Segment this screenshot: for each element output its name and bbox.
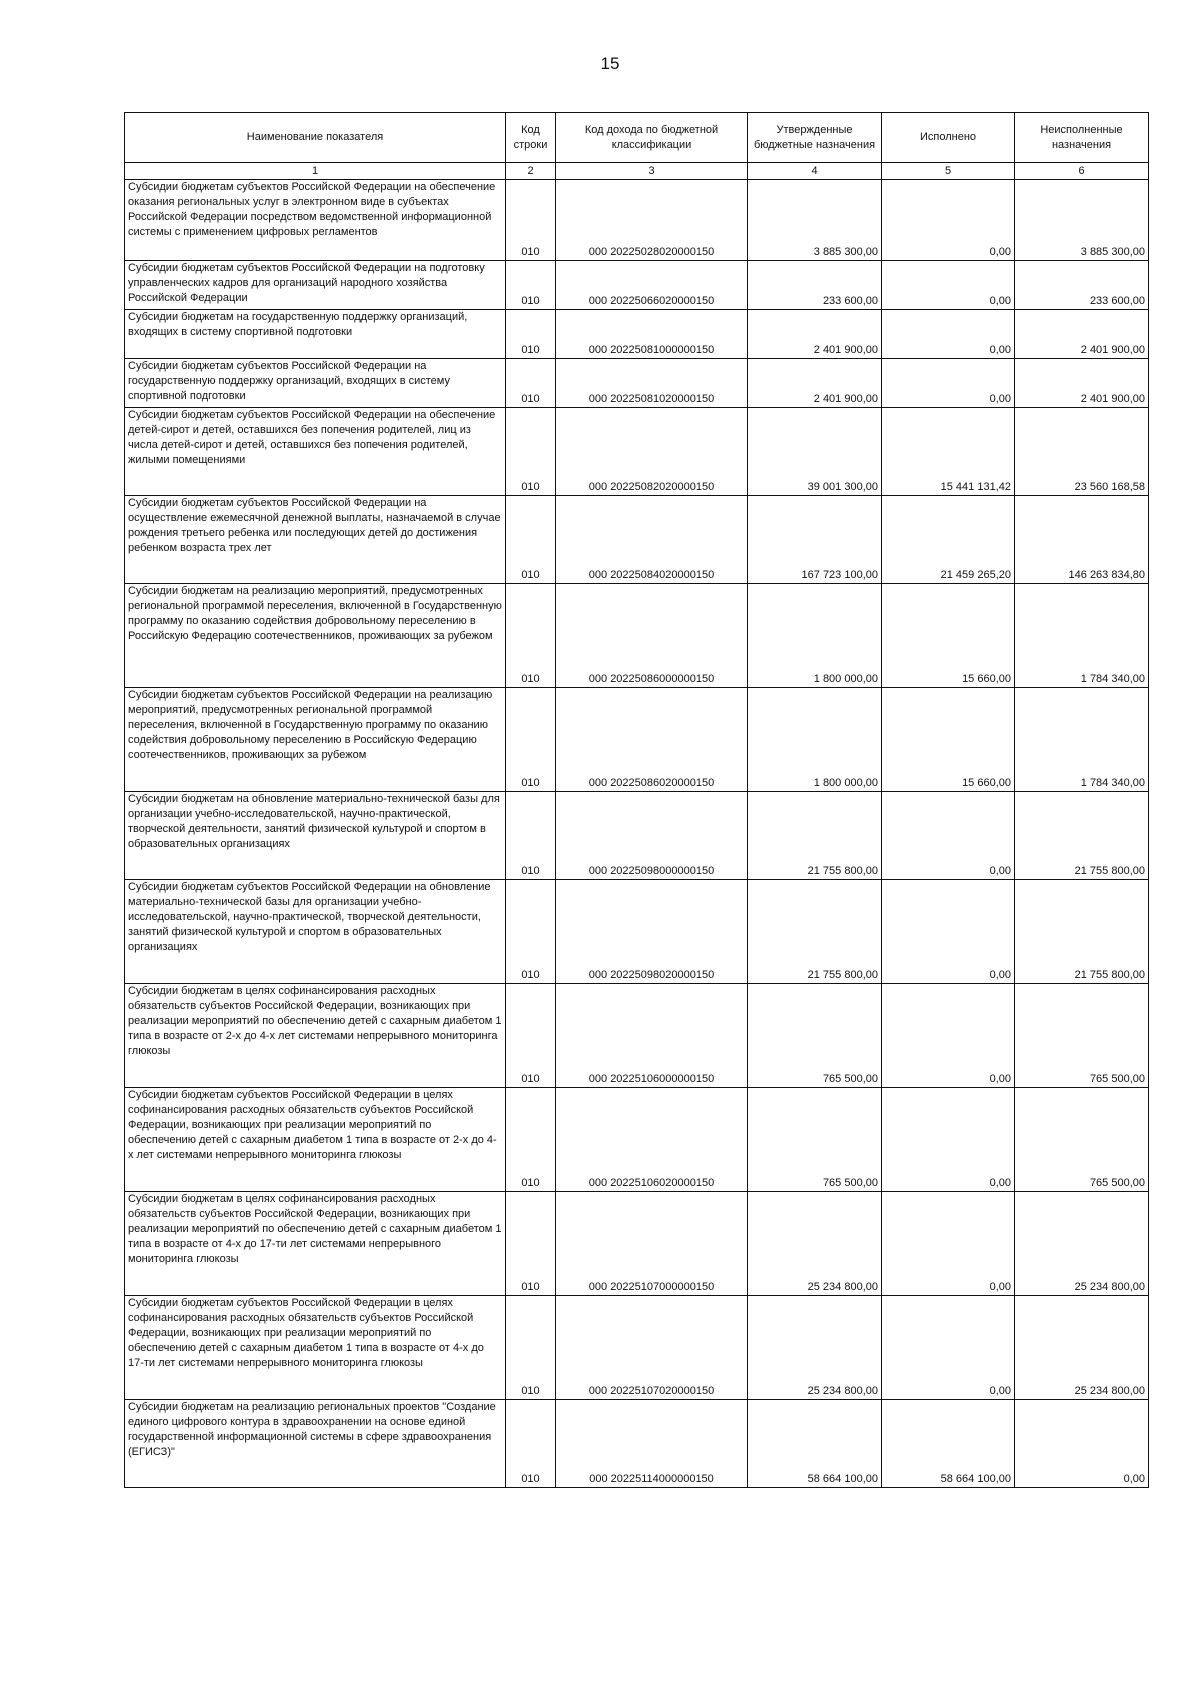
executed-amount: 0,00 — [882, 792, 1015, 880]
income-code: 000 20225086000000150 — [556, 584, 748, 688]
indicator-name: Субсидии бюджетам на государственную поддержку организаций, входящих в систему спортивной подготовки — [125, 310, 506, 359]
unexecuted-amount: 21 755 800,00 — [1015, 792, 1149, 880]
indicator-name: Субсидии бюджетам субъектов Российской Федерации на реализацию мероприятий, предусмотренных региональной программой переселения, включенной в Государственную программу по оказанию содействия добровольному переселению в Российскую Федерацию соотечественников, проживающих за рубежом — [125, 688, 506, 792]
table-row — [125, 261, 1149, 310]
column-number: 5 — [882, 163, 1015, 180]
income-code: 000 20225086020000150 — [556, 688, 748, 792]
indicator-name: Субсидии бюджетам на реализацию мероприятий, предусмотренных региональной программой переселения, включенной в Государственную программу по оказанию содействия добровольному переселению в Российскую Федерацию соотечественников, проживающих за рубежом — [125, 584, 506, 688]
unexecuted-amount: 25 234 800,00 — [1015, 1296, 1149, 1400]
income-code: 000 20225098000000150 — [556, 792, 748, 880]
executed-amount: 0,00 — [882, 984, 1015, 1088]
indicator-name: Субсидии бюджетам субъектов Российской Федерации на осуществление ежемесячной денежной выплаты, назначаемой в случае рождения третьего ребенка или последующих детей до достижения ребенком возраста трех лет — [125, 496, 506, 584]
unexecuted-amount: 1 784 340,00 — [1015, 688, 1149, 792]
header-line-code: Код строки — [506, 113, 556, 163]
table-row — [125, 310, 1149, 359]
executed-amount: 0,00 — [882, 359, 1015, 408]
header-indicator-name: Наименование показателя — [125, 113, 506, 163]
indicator-name: Субсидии бюджетам на обновление материально-технической базы для организации учебно-исследовательской, научно-практической, творческой деятельности, занятий физической культурой и спортом в образовательных организациях — [125, 792, 506, 880]
indicator-name: Субсидии бюджетам субъектов Российской Федерации на обеспечение детей-сирот и детей, оставшихся без попечения родителей, лиц из числа детей-сирот и детей, оставшихся без попечения родителей, жилыми помещениями — [125, 408, 506, 496]
column-number: 6 — [1015, 163, 1149, 180]
income-code: 000 20225081000000150 — [556, 310, 748, 359]
column-number: 4 — [748, 163, 882, 180]
executed-amount: 0,00 — [882, 310, 1015, 359]
table-row — [125, 880, 1149, 984]
unexecuted-amount: 146 263 834,80 — [1015, 496, 1149, 584]
approved-amount: 2 401 900,00 — [748, 359, 882, 408]
table-row — [125, 359, 1149, 408]
budget-execution-table — [124, 112, 1149, 1488]
line-code: 010 — [506, 584, 556, 688]
income-code: 000 20225084020000150 — [556, 496, 748, 584]
column-number: 3 — [556, 163, 748, 180]
executed-amount: 15 441 131,42 — [882, 408, 1015, 496]
income-code: 000 20225106020000150 — [556, 1088, 748, 1192]
unexecuted-amount: 2 401 900,00 — [1015, 359, 1149, 408]
unexecuted-amount: 765 500,00 — [1015, 1088, 1149, 1192]
table-row — [125, 792, 1149, 880]
line-code: 010 — [506, 496, 556, 584]
unexecuted-amount: 25 234 800,00 — [1015, 1192, 1149, 1296]
table-row — [125, 688, 1149, 792]
indicator-name: Субсидии бюджетам субъектов Российской Федерации в целях софинансирования расходных обязательств субъектов Российской Федерации, возникающих при реализации мероприятий по обеспечению детей с сахарным диабетом 1 типа в возрасте от 4-х до 17-ти лет системами непрерывного мониторинга глюкозы — [125, 1296, 506, 1400]
approved-amount: 2 401 900,00 — [748, 310, 882, 359]
table-row — [125, 1088, 1149, 1192]
table-row — [125, 1296, 1149, 1400]
approved-amount: 25 234 800,00 — [748, 1296, 882, 1400]
approved-amount: 39 001 300,00 — [748, 408, 882, 496]
executed-amount: 0,00 — [882, 261, 1015, 310]
unexecuted-amount: 23 560 168,58 — [1015, 408, 1149, 496]
executed-amount: 0,00 — [882, 1192, 1015, 1296]
indicator-name: Субсидии бюджетам субъектов Российской Федерации на государственную поддержку организаций, входящих в систему спортивной подготовки — [125, 359, 506, 408]
table-body — [125, 180, 1149, 1488]
income-code: 000 20225082020000150 — [556, 408, 748, 496]
approved-amount: 21 755 800,00 — [748, 880, 882, 984]
executed-amount: 0,00 — [882, 880, 1015, 984]
line-code: 010 — [506, 180, 556, 261]
table-header-row — [125, 113, 1149, 163]
approved-amount: 1 800 000,00 — [748, 688, 882, 792]
income-code: 000 20225107020000150 — [556, 1296, 748, 1400]
indicator-name: Субсидии бюджетам субъектов Российской Федерации на обеспечение оказания региональных услуг в электронном виде в субъектах Российской Федерации посредством ведомственной информационной системы с применением цифровых регламентов — [125, 180, 506, 261]
line-code: 010 — [506, 984, 556, 1088]
unexecuted-amount: 0,00 — [1015, 1400, 1149, 1488]
line-code: 010 — [506, 261, 556, 310]
unexecuted-amount: 765 500,00 — [1015, 984, 1149, 1088]
income-code: 000 20225107000000150 — [556, 1192, 748, 1296]
indicator-name: Субсидии бюджетам субъектов Российской Федерации в целях софинансирования расходных обязательств субъектов Российской Федерации, возникающих при реализации мероприятий по обеспечению детей с сахарным диабетом 1 типа в возрасте от 2-х до 4-х лет системами непрерывного мониторинга глюкозы — [125, 1088, 506, 1192]
table-row — [125, 408, 1149, 496]
unexecuted-amount: 21 755 800,00 — [1015, 880, 1149, 984]
line-code: 010 — [506, 1192, 556, 1296]
indicator-name: Субсидии бюджетам в целях софинансирования расходных обязательств субъектов Российской Федерации, возникающих при реализации мероприятий по обеспечению детей с сахарным диабетом 1 типа в возрасте от 2-х до 4-х лет системами непрерывного мониторинга глюкозы — [125, 984, 506, 1088]
approved-amount: 58 664 100,00 — [748, 1400, 882, 1488]
column-number: 2 — [506, 163, 556, 180]
executed-amount: 15 660,00 — [882, 688, 1015, 792]
table-row — [125, 1192, 1149, 1296]
header-approved: Утвержденные бюджетные назначения — [748, 113, 882, 163]
line-code: 010 — [506, 688, 556, 792]
indicator-name: Субсидии бюджетам субъектов Российской Федерации на обновление материально-технической базы для организации учебно-исследовательской, научно-практической, творческой деятельности, занятий физической культурой и спортом в образовательных организациях — [125, 880, 506, 984]
table-row — [125, 584, 1149, 688]
income-code: 000 20225028020000150 — [556, 180, 748, 261]
header-income-code: Код дохода по бюджетной классификации — [556, 113, 748, 163]
table-row — [125, 1400, 1149, 1488]
line-code: 010 — [506, 1400, 556, 1488]
line-code: 010 — [506, 880, 556, 984]
indicator-name: Субсидии бюджетам субъектов Российской Федерации на подготовку управленческих кадров для организаций народного хозяйства Российской Федерации — [125, 261, 506, 310]
executed-amount: 58 664 100,00 — [882, 1400, 1015, 1488]
page-number: 15 — [600, 54, 620, 73]
line-code: 010 — [506, 310, 556, 359]
table-row — [125, 984, 1149, 1088]
unexecuted-amount: 2 401 900,00 — [1015, 310, 1149, 359]
indicator-name: Субсидии бюджетам в целях софинансирования расходных обязательств субъектов Российской Федерации, возникающих при реализации мероприятий по обеспечению детей с сахарным диабетом 1 типа в возрасте от 4-х до 17-ти лет системами непрерывного мониторинга глюкозы — [125, 1192, 506, 1296]
approved-amount: 233 600,00 — [748, 261, 882, 310]
approved-amount: 25 234 800,00 — [748, 1192, 882, 1296]
executed-amount: 15 660,00 — [882, 584, 1015, 688]
executed-amount: 0,00 — [882, 180, 1015, 261]
income-code: 000 20225098020000150 — [556, 880, 748, 984]
header-unexecuted: Неисполненные назначения — [1015, 113, 1149, 163]
approved-amount: 167 723 100,00 — [748, 496, 882, 584]
line-code: 010 — [506, 792, 556, 880]
approved-amount: 765 500,00 — [748, 1088, 882, 1192]
approved-amount: 3 885 300,00 — [748, 180, 882, 261]
table-row — [125, 496, 1149, 584]
approved-amount: 765 500,00 — [748, 984, 882, 1088]
approved-amount: 21 755 800,00 — [748, 792, 882, 880]
unexecuted-amount: 3 885 300,00 — [1015, 180, 1149, 261]
unexecuted-amount: 1 784 340,00 — [1015, 584, 1149, 688]
table-row — [125, 180, 1149, 261]
executed-amount: 21 459 265,20 — [882, 496, 1015, 584]
executed-amount: 0,00 — [882, 1088, 1015, 1192]
unexecuted-amount: 233 600,00 — [1015, 261, 1149, 310]
income-code: 000 20225106000000150 — [556, 984, 748, 1088]
income-code: 000 20225114000000150 — [556, 1400, 748, 1488]
line-code: 010 — [506, 408, 556, 496]
header-executed: Исполнено — [882, 113, 1015, 163]
executed-amount: 0,00 — [882, 1296, 1015, 1400]
line-code: 010 — [506, 1088, 556, 1192]
line-code: 010 — [506, 1296, 556, 1400]
income-code: 000 20225081020000150 — [556, 359, 748, 408]
column-number-row — [125, 163, 1149, 180]
approved-amount: 1 800 000,00 — [748, 584, 882, 688]
column-number: 1 — [125, 163, 506, 180]
income-code: 000 20225066020000150 — [556, 261, 748, 310]
line-code: 010 — [506, 359, 556, 408]
indicator-name: Субсидии бюджетам на реализацию региональных проектов "Создание единого цифрового контура в здравоохранении на основе единой государственной информационной системы в сфере здравоохранения (ЕГИСЗ)" — [125, 1400, 506, 1488]
